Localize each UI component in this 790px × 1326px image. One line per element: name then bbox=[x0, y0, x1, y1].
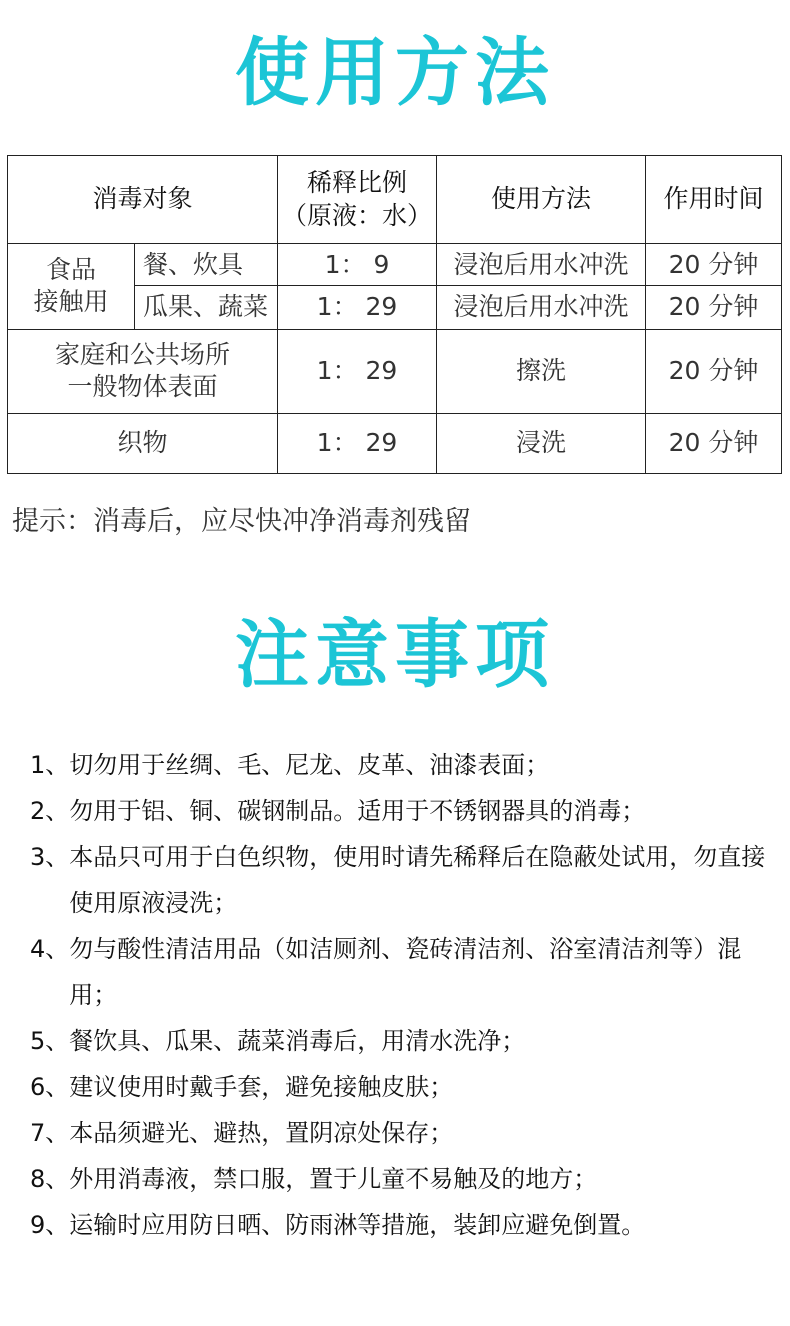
header-time: 作用时间 bbox=[646, 156, 782, 244]
tip-text: 提示：消毒后，应尽快冲净消毒剂残留 bbox=[12, 506, 471, 537]
note-text: 勿用于铝、铜、碳钢制品。适用于不锈钢器具的消毒； bbox=[69, 797, 646, 825]
table-row bbox=[8, 413, 782, 473]
list-item bbox=[30, 1156, 775, 1202]
row-time: 20 分钟 bbox=[646, 329, 782, 413]
note-text: 本品须避光、避热，置阴凉处保存； bbox=[69, 1119, 454, 1147]
list-item bbox=[30, 926, 775, 1018]
header-ratio-line1: 稀释比例 bbox=[307, 168, 408, 198]
note-text: 运输时应用防日晒、防雨淋等措施，装卸应避免倒置。 bbox=[69, 1211, 646, 1239]
row-time: 20 分钟 bbox=[646, 244, 782, 286]
note-number: 5、 bbox=[30, 1027, 70, 1055]
food-group-line2: 接触用 bbox=[33, 287, 109, 317]
notes-list bbox=[30, 742, 775, 1248]
list-item bbox=[30, 1018, 775, 1064]
list-item bbox=[30, 788, 775, 834]
header-ratio bbox=[278, 156, 437, 244]
food-group-line1: 食品 bbox=[45, 254, 96, 284]
notes-title: 注意事项 bbox=[235, 612, 555, 698]
row-method: 浸洗 bbox=[437, 413, 646, 473]
row-time: 20 分钟 bbox=[646, 286, 782, 329]
list-item bbox=[30, 834, 775, 926]
row-object: 瓜果、蔬菜 bbox=[135, 286, 278, 329]
header-object: 消毒对象 bbox=[8, 156, 278, 244]
row-ratio: 1： 9 bbox=[278, 244, 437, 286]
list-item bbox=[30, 1064, 775, 1110]
row-object bbox=[8, 329, 278, 413]
row-time: 20 分钟 bbox=[646, 413, 782, 473]
food-contact-group bbox=[8, 244, 135, 329]
note-number: 4、 bbox=[30, 935, 70, 963]
note-number: 6、 bbox=[30, 1073, 70, 1101]
note-text: 勿与酸性清洁用品（如洁厕剂、瓷砖清洁剂、浴室清洁剂等）混用； bbox=[69, 935, 742, 1009]
row-method: 浸泡后用水冲洗 bbox=[437, 244, 646, 286]
row-ratio: 1： 29 bbox=[278, 413, 437, 473]
note-number: 9、 bbox=[30, 1211, 70, 1239]
note-text: 本品只可用于白色织物，使用时请先稀释后在隐蔽处试用，勿直接使用原液浸洗； bbox=[69, 843, 766, 917]
note-text: 餐饮具、瓜果、蔬菜消毒后，用清水洗净； bbox=[69, 1027, 526, 1055]
table-row bbox=[8, 329, 782, 413]
row-method: 浸泡后用水冲洗 bbox=[437, 286, 646, 329]
row-object: 餐、炊具 bbox=[135, 244, 278, 286]
row-method: 擦洗 bbox=[437, 329, 646, 413]
list-item bbox=[30, 1202, 775, 1248]
note-text: 切勿用于丝绸、毛、尼龙、皮革、油漆表面； bbox=[69, 751, 550, 779]
row-object-line2: 一般物体表面 bbox=[67, 372, 218, 402]
table-header-row bbox=[8, 156, 782, 244]
row-ratio: 1： 29 bbox=[278, 329, 437, 413]
note-number: 2、 bbox=[30, 797, 70, 825]
header-method: 使用方法 bbox=[437, 156, 646, 244]
usage-table bbox=[7, 155, 782, 474]
header-ratio-line2: （原液：水） bbox=[282, 200, 433, 230]
row-object-line1: 家庭和公共场所 bbox=[55, 339, 231, 369]
note-number: 1、 bbox=[30, 751, 70, 779]
usage-title: 使用方法 bbox=[235, 30, 555, 116]
list-item bbox=[30, 742, 775, 788]
table-row bbox=[8, 244, 782, 286]
list-item bbox=[30, 1110, 775, 1156]
note-text: 建议使用时戴手套，避免接触皮肤； bbox=[69, 1073, 454, 1101]
row-ratio: 1： 29 bbox=[278, 286, 437, 329]
row-object: 织物 bbox=[8, 413, 278, 473]
note-number: 8、 bbox=[30, 1165, 70, 1193]
note-number: 7、 bbox=[30, 1119, 70, 1147]
note-text: 外用消毒液，禁口服，置于儿童不易触及的地方； bbox=[69, 1165, 598, 1193]
note-number: 3、 bbox=[30, 843, 70, 871]
